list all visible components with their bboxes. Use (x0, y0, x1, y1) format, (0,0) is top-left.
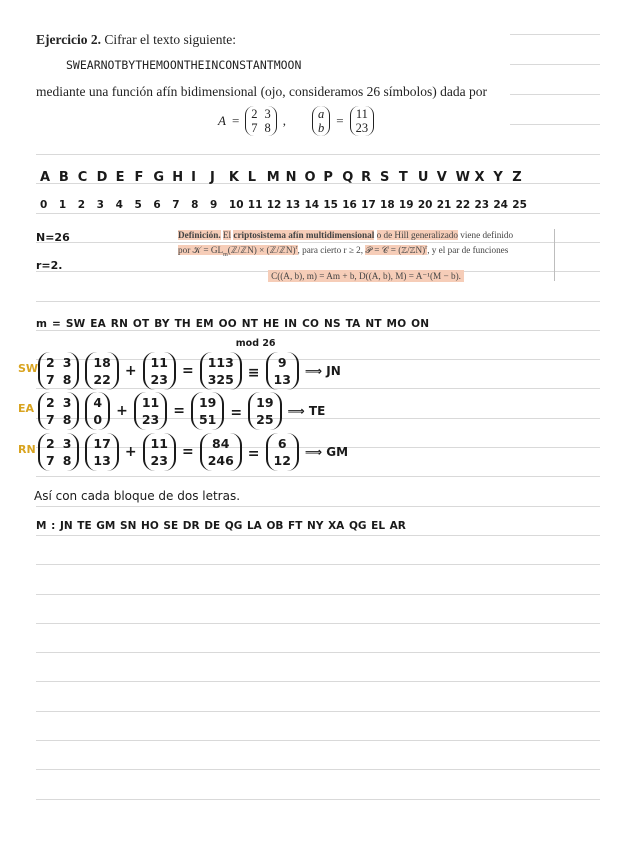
vector-cell: 22 (93, 372, 111, 387)
ruled-line (36, 711, 600, 712)
matrix-cell: 2 (46, 436, 55, 451)
vector-cell: a (318, 107, 325, 121)
number-value: 12 (266, 199, 282, 211)
reduced-result-vector (266, 352, 299, 390)
alphabet-letter: P (323, 170, 333, 185)
vector-cell: 19 (256, 395, 274, 410)
number-value: 16 (342, 199, 357, 211)
ruled-line (36, 564, 600, 565)
number-value: 4 (115, 199, 123, 211)
operator-symbol: = (181, 444, 194, 460)
ruled-line (36, 213, 600, 214)
alphabet-letter: L (247, 170, 257, 185)
matrix-cell: 7 (46, 453, 55, 468)
exercise-instruction: Cifrar el texto siguiente: (104, 32, 236, 47)
ruled-line (36, 535, 600, 536)
ruled-line (510, 94, 600, 95)
shift-vector (134, 392, 167, 430)
matrix-cell: 7 (251, 121, 258, 135)
ruled-line (36, 476, 600, 477)
ruled-line (36, 594, 600, 595)
number-value: 6 (153, 199, 161, 211)
alphabet-letter: Z (512, 170, 522, 185)
definition-box: Definición. El criptosistema afín multidimensional o de Hill generalizado viene definido por 𝒦 = $GL_m(ℤ/ℤN)$ × (ℤ/ℤN)$^r$, para cierto r ≥ 2, 𝒫 = 𝒞 = (ℤ/ℤN)$^r$, y el par de funciones C((A, b), m) = Am + b, D((A, b), M) = A⁻¹(M − b). (178, 229, 555, 281)
formula-A: A = 2 3 7 8 , a b = 11 23 (218, 106, 374, 136)
vector-cell: 325 (207, 372, 234, 387)
vector-cell: 23 (150, 372, 168, 387)
number-value: 2 (77, 199, 86, 211)
number-value: 0 (40, 199, 48, 211)
matrix-A-name: A (218, 113, 226, 128)
alphabet-letter: U (417, 170, 429, 185)
matrix-cell: 7 (46, 372, 55, 387)
block-label: EA (18, 402, 35, 415)
vector-cell: 13 (273, 372, 291, 387)
operator-symbol: + (124, 444, 137, 460)
shift-vector (143, 433, 176, 471)
alphabet-letter: J (210, 170, 215, 185)
definition-text: El (222, 230, 232, 240)
matrix-cell: 3 (62, 395, 72, 410)
vector-ab (312, 106, 330, 136)
vector-cell: 11 (150, 436, 168, 451)
vector-cell: 23 (150, 453, 168, 468)
ciphertext-line: M : JN TE GM SN HO SE DR DE QG LA OB FT NY XA QG EL AR (36, 520, 406, 532)
alphabet-letter: D (96, 170, 108, 185)
alphabet-letter: O (304, 170, 316, 185)
alphabet-letter: W (455, 170, 470, 185)
vector-cell: 11 (355, 107, 368, 121)
number-value: 1 (58, 199, 67, 211)
block-label: RN (18, 443, 36, 456)
r-note: r=2. (36, 259, 63, 272)
number-value: 7 (172, 199, 180, 211)
ruled-line (36, 652, 600, 653)
number-value: 14 (304, 199, 320, 211)
number-value: 25 (512, 199, 527, 211)
operator-symbol: = (181, 363, 194, 379)
number-value: 23 (474, 199, 490, 211)
number-value: 17 (361, 199, 376, 211)
alphabet-letter: Q (342, 170, 354, 185)
alphabet-letter: T (398, 170, 408, 185)
cipher-pair: ⟹ TE (287, 404, 326, 418)
vector-cell: 17 (93, 436, 111, 451)
blocks-line: m = SW EA RN OT BY TH EM OO NT HE IN CO NS TA NT MO ON (36, 318, 430, 330)
ruled-line (36, 623, 600, 624)
number-value: 5 (134, 199, 142, 211)
number-value: 13 (285, 199, 301, 211)
definition-text: , y el par de funciones (427, 244, 509, 255)
matrix-cell: 3 (264, 107, 271, 121)
ruled-line (36, 506, 600, 507)
vector-cell: 113 (207, 355, 234, 370)
definition-text: (ℤ/ℤN) × (ℤ/ℤN) (227, 244, 296, 255)
matrix-A (245, 106, 277, 136)
n-note: N=26 (36, 231, 70, 244)
alphabet-letter: I (191, 170, 196, 185)
calculation-row (38, 433, 348, 471)
vector-cell: 25 (256, 412, 274, 427)
number-value: 3 (96, 199, 104, 211)
definition-formula: C((A, b), m) = Am + b, D((A, b), M) = A⁻¹(M − b). (268, 270, 464, 282)
alphabet-letter: B (58, 170, 69, 185)
alphabet-letter: V (436, 170, 447, 185)
vector-cell: 6 (277, 436, 287, 451)
operator-symbol: = (247, 445, 260, 462)
alphabet-letter: F (134, 170, 144, 185)
number-value: 11 (247, 199, 263, 211)
matrix-cell: 8 (264, 121, 271, 135)
vector-cell: 11 (150, 355, 168, 370)
number-value: 19 (398, 199, 414, 211)
vector-cell: 0 (93, 412, 103, 427)
reduced-result-vector (248, 392, 281, 430)
alphabet-letter: K (228, 170, 239, 185)
definition-text: por 𝒦 = GL (178, 244, 224, 255)
exercise-label: Ejercicio 2. (36, 32, 101, 47)
matrix-cell: 8 (62, 412, 72, 427)
ruled-line (36, 681, 600, 682)
alphabet-letter: E (115, 170, 125, 185)
operator-symbol: = (230, 404, 243, 421)
ruled-line (510, 124, 600, 125)
closing-note: Así con cada bloque de dos letras. (34, 489, 241, 503)
key-matrix (38, 392, 79, 430)
raw-result-vector (200, 352, 242, 390)
ruled-line (36, 301, 600, 302)
vector-cell: 18 (93, 355, 111, 370)
shift-vector (143, 352, 176, 390)
exercise-heading (36, 32, 236, 48)
block-vector (85, 392, 110, 430)
matrix-cell: 2 (251, 107, 258, 121)
reduced-result-vector (266, 433, 299, 471)
operator-symbol: + (124, 363, 137, 379)
key-matrix (38, 433, 79, 471)
alphabet-letter: N (285, 170, 297, 185)
vector-cell: 11 (141, 395, 160, 410)
ruled-line (36, 154, 600, 155)
vector-cell: 23 (355, 121, 369, 135)
calculation-row (38, 337, 341, 390)
alphabet-row (40, 170, 531, 185)
matrix-cell: 3 (62, 436, 72, 451)
vector-cell: 4 (93, 395, 103, 410)
matrix-cell: 2 (46, 355, 55, 370)
alphabet-letter: A (40, 170, 51, 185)
alphabet-letter: M (266, 170, 280, 185)
ruled-line (36, 740, 600, 741)
vector-cell: 9 (277, 355, 287, 370)
ruled-line (510, 64, 600, 65)
number-value: 18 (380, 199, 395, 211)
matrix-cell: 8 (62, 372, 72, 387)
plaintext: SWEARNOTBYTHEMOONTHEINCONSTANTMOON (66, 58, 302, 72)
definition-label: Definición. (178, 230, 221, 240)
vector-cell: 19 (198, 395, 217, 410)
cipher-pair: ⟹ GM (304, 445, 349, 459)
ruled-line (36, 799, 600, 800)
vector-cell: 13 (93, 453, 111, 468)
mod-note: mod 26 (235, 337, 276, 349)
number-value: 15 (323, 199, 338, 211)
raw-result-vector (191, 392, 224, 430)
exercise-description: mediante una función afín bidimensional (ojo, consideramos 26 símbolos) dada por (36, 84, 488, 99)
number-value: 21 (436, 199, 452, 211)
alphabet-letter: G (153, 170, 165, 185)
matrix-cell: 2 (46, 395, 55, 410)
operator-symbol: = (173, 403, 185, 419)
block-vector (85, 352, 118, 390)
operator-symbol: + (116, 403, 128, 419)
definition-text: , para cierto r ≥ 2, (297, 244, 364, 255)
vector-cell: 23 (141, 412, 160, 427)
key-matrix (38, 352, 79, 390)
number-value: 20 (417, 199, 433, 211)
block-vector (85, 433, 118, 471)
definition-term: criptosistema afín multidimensional (233, 230, 375, 240)
definition-text: o de Hill generalizado (376, 230, 458, 240)
raw-result-vector (200, 433, 242, 471)
alphabet-letter: Y (493, 170, 503, 185)
vector-cell: 51 (198, 412, 217, 427)
number-value: 24 (493, 199, 508, 211)
vector-cell: b (318, 121, 325, 135)
definition-text: viene definido (460, 230, 514, 240)
number-value: 10 (228, 199, 244, 211)
numbers-row (40, 199, 531, 211)
calculation-row (38, 392, 325, 430)
number-value: 8 (191, 199, 199, 211)
cipher-pair: ⟹ JN (304, 364, 341, 378)
alphabet-letter: H (172, 170, 184, 185)
matrix-cell: 3 (62, 355, 72, 370)
matrix-cell: 7 (46, 412, 55, 427)
block-label: SW (18, 362, 39, 375)
alphabet-letter: X (474, 170, 485, 185)
vector-cell: 12 (273, 453, 291, 468)
ruled-line (510, 34, 600, 35)
definition-text: 𝒫 = 𝒞 = (ℤ/ℤN) (365, 244, 426, 255)
alphabet-letter: C (77, 170, 88, 185)
alphabet-letter: S (380, 170, 390, 185)
vector-cell: 246 (207, 453, 234, 468)
alphabet-letter: R (361, 170, 372, 185)
number-value: 9 (210, 199, 218, 211)
operator-symbol: ≡ (247, 364, 260, 381)
vector-cell: 84 (212, 436, 230, 451)
ruled-line (36, 769, 600, 770)
ruled-line (36, 330, 600, 331)
vector-b (350, 106, 375, 136)
matrix-cell: 8 (62, 453, 72, 468)
number-value: 22 (455, 199, 471, 211)
